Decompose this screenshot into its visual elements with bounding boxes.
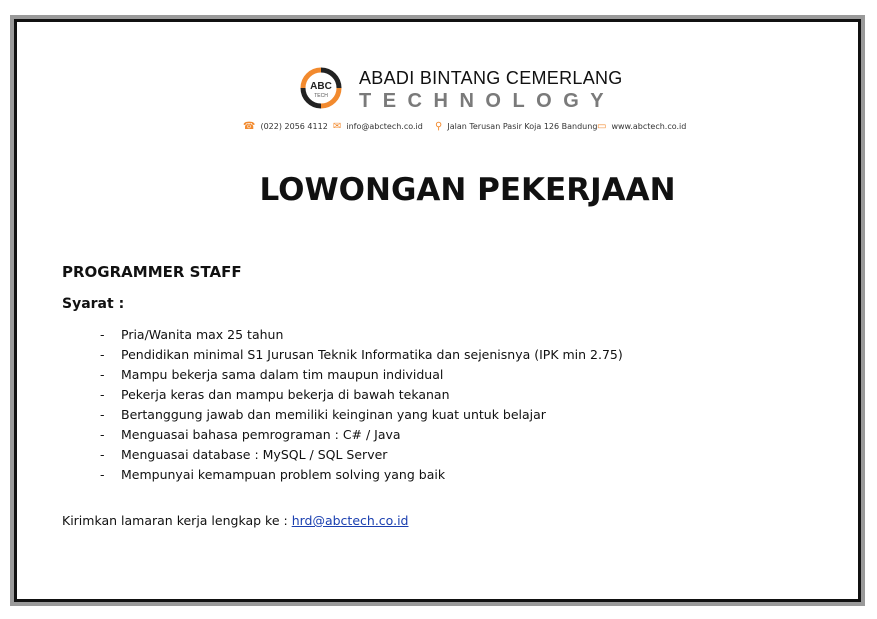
svg-text:ABC: ABC	[310, 81, 332, 92]
position-heading: PROGRAMMER STAFF	[62, 263, 242, 281]
email-text: info@abctech.co.id	[346, 122, 423, 131]
location-pin-icon: ⚲	[435, 121, 443, 132]
svg-text:TECH: TECH	[314, 93, 328, 99]
list-item: - Menguasai bahasa pemrograman : C# / Java	[100, 425, 623, 445]
company-tagline: TECHNOLOGY	[359, 90, 616, 112]
footer-text: Kirimkan lamaran kerja lengkap ke :	[62, 513, 292, 528]
company-logo	[300, 67, 342, 109]
list-item: - Pekerja keras dan mampu bekerja di bawah tekanan	[100, 385, 623, 405]
requirements-heading: Syarat :	[62, 296, 125, 312]
company-name: ABADI BINTANG CEMERLANG	[359, 68, 623, 88]
laptop-icon: ▭	[597, 121, 607, 132]
list-item: - Mampu bekerja sama dalam tim maupun individual	[100, 365, 623, 385]
requirements-list	[100, 325, 623, 485]
page-title: LOWONGAN PEKERJAAN	[259, 172, 676, 208]
contact-phone	[243, 121, 328, 132]
requirement-text: Menguasai bahasa pemrograman : C# / Java	[121, 427, 401, 442]
website-text: www.abctech.co.id	[611, 122, 687, 131]
list-item: - Pria/Wanita max 25 tahun	[100, 325, 623, 345]
footer	[62, 513, 408, 528]
requirement-text: Pendidikan minimal S1 Jurusan Teknik Informatika dan sejenisnya (IPK min 2.75)	[121, 347, 623, 362]
contact-address	[435, 121, 597, 132]
list-item: - Bertanggung jawab dan memiliki keinginan yang kuat untuk belajar	[100, 405, 623, 425]
requirement-text: Pria/Wanita max 25 tahun	[121, 327, 284, 342]
phone-icon: ☎	[243, 121, 256, 132]
email-link[interactable]: hrd@abctech.co.id	[291, 513, 409, 528]
mail-icon: ✉	[333, 121, 342, 132]
list-item: - Menguasai database : MySQL / SQL Server	[100, 445, 623, 465]
list-item: - Pendidikan minimal S1 Jurusan Teknik Informatika dan sejenisnya (IPK min 2.75)	[100, 345, 623, 365]
requirement-text: Bertanggung jawab dan memiliki keinginan yang kuat untuk belajar	[121, 407, 546, 422]
list-item: - Mempunyai kemampuan problem solving yang baik	[100, 465, 623, 485]
requirement-text: Menguasai database : MySQL / SQL Server	[121, 447, 388, 462]
requirement-text: Pekerja keras dan mampu bekerja di bawah tekanan	[121, 387, 450, 402]
contact-email	[333, 121, 423, 132]
requirement-text: Mampu bekerja sama dalam tim maupun individual	[121, 367, 444, 382]
phone-text: (022) 2056 4112	[260, 122, 328, 131]
requirement-text: Mempunyai kemampuan problem solving yang baik	[121, 467, 446, 482]
contact-website	[597, 121, 686, 132]
address-text: Jalan Terusan Pasir Koja 126 Bandung	[447, 122, 598, 131]
